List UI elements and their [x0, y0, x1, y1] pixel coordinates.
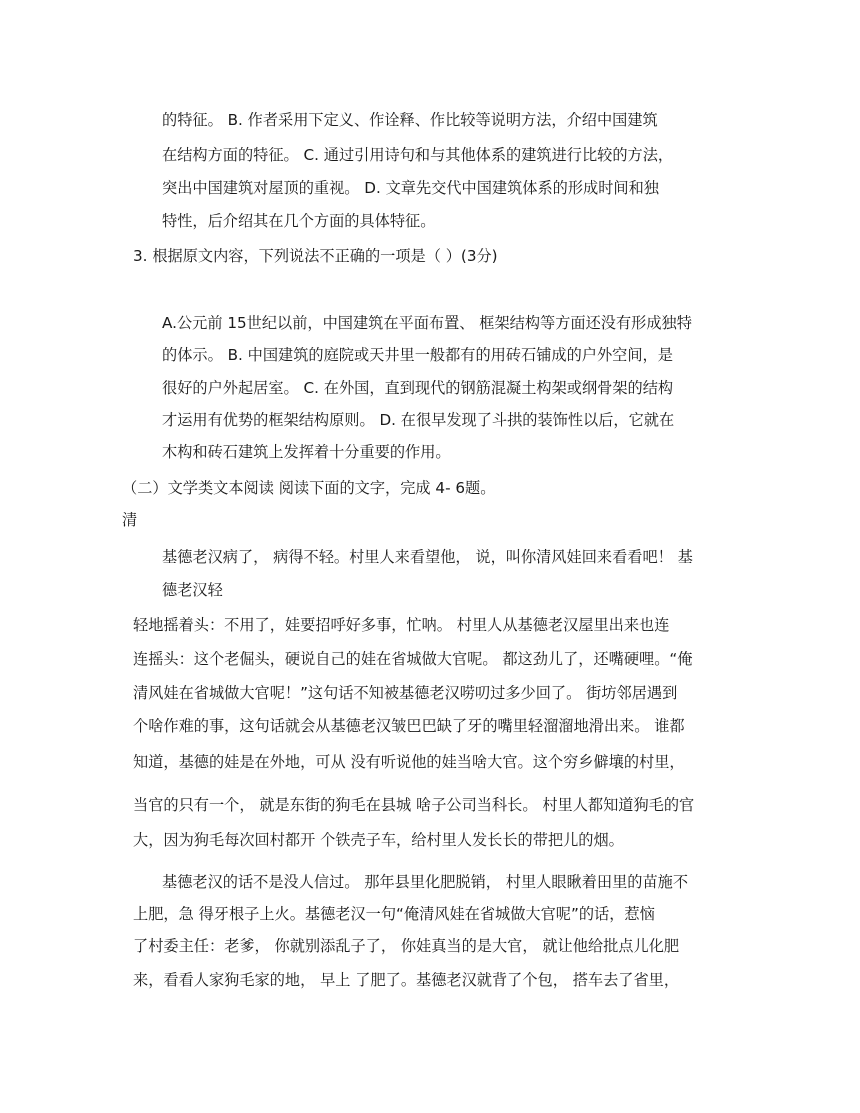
option-line: 特性，后介绍其在几个方面的具体特征。 — [162, 212, 436, 230]
option-line: A.公元前 15世纪以前，中国建筑在平面布置、 框架结构等方面还没有形成独特 — [162, 314, 692, 332]
paragraph-line: 连摇头：这个老倔头，硬说自己的娃在省城做大官呢。 都这劲儿了，还嘴硬哩。“俺 — [133, 650, 693, 668]
section-heading: （二）文学类文本阅读 阅读下面的文字，完成 4- 6题。 — [122, 479, 496, 497]
option-line: 才运用有优势的框架结构原则。 D. 在很早发现了斗拱的装饰性以后，它就在 — [162, 411, 675, 429]
paragraph-line: 清风娃在省城做大官呢！”这句话不知被基德老汉唠叨过多少回了。 街坊邻居遇到 — [133, 684, 678, 702]
paragraph-line: 个啥作难的事，这句话就会从基德老汉皱巴巴缺了牙的嘴里轻溜溜地滑出来。 谁都 — [133, 717, 685, 735]
option-line: 的体示。 B. 中国建筑的庭院或天井里一般都有的用砖石铺成的户外空间，是 — [162, 346, 673, 364]
option-line: 很好的户外起居室。 C. 在外国，直到现代的钢筋混凝土构架或纲骨架的结构 — [162, 379, 674, 397]
paragraph-line: 基德老汉的话不是没人信过。 那年县里化肥脱销， 村里人眼瞅着田里的苗施不 — [162, 873, 689, 891]
paragraph-line: 轻地摇着头：不用了，娃要招呼好多事，忙呐。 村里人从基德老汉屋里出来也连 — [133, 616, 670, 634]
paragraph-line: 来，看看人家狗毛家的地， 早上 了肥了。基德老汉就背了个包， 搭车去了省里， — [133, 971, 680, 989]
story-title: 清 — [122, 511, 138, 529]
paragraph-line: 知道，基德的娃是在外地，可从 没有听说他的娃当啥大官。这个穷乡僻壤的村里， — [133, 753, 685, 771]
question-stem: 3. 根据原文内容，下列说法不正确的一项是（ ）(3分) — [133, 247, 498, 265]
option-line: 的特征。 B. 作者采用下定义、作诠释、作比较等说明方法，介绍中国建筑 — [162, 111, 658, 129]
option-line: 木构和砖石建筑上发挥着十分重要的作用。 — [162, 443, 451, 461]
paragraph-line: 德老汉轻 — [162, 581, 223, 599]
paragraph-line: 了村委主任：老爹， 你就别添乱子了， 你娃真当的是大官， 就让他给批点儿化肥 — [133, 937, 680, 955]
paragraph-line: 基德老汉病了， 病得不轻。村里人来看望他， 说，叫你清风娃回来看看吧！ 基 — [162, 548, 693, 566]
option-line: 突出中国建筑对屋顶的重视。 D. 文章先交代中国建筑体系的形成时间和独 — [162, 179, 659, 197]
paragraph-line: 大，因为狗毛每次回村都开 个铁壳子车，给村里人发长长的带把儿的烟。 — [133, 831, 624, 849]
paragraph-line: 上肥，急 得牙根子上火。基德老汉一句“俺清风娃在省城做大官呢”的话，惹恼 — [133, 905, 655, 923]
option-line: 在结构方面的特征。 C. 通过引用诗句和与其他体系的建筑进行比较的方法， — [162, 146, 674, 164]
paragraph-line: 当官的只有一个， 就是东街的狗毛在县城 啥子公司当科长。 村里人都知道狗毛的官 — [133, 796, 695, 814]
